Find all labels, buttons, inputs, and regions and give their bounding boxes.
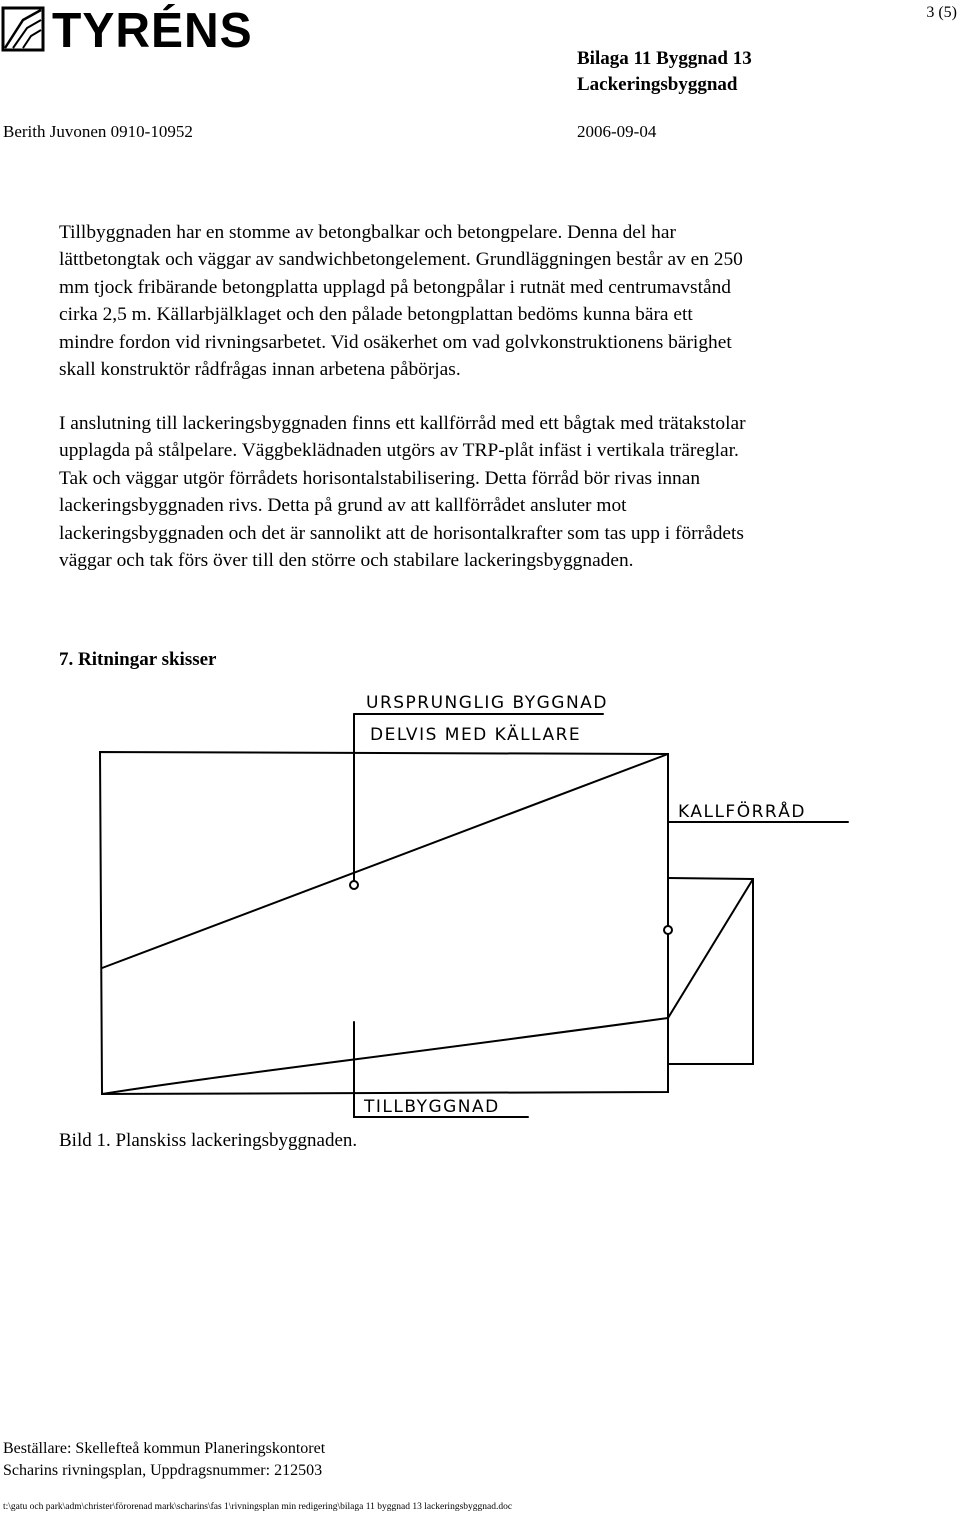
text-line: mm tjock fribärande betongplatta upplagd på betongpålar i rutnät med centrumavstånd	[59, 276, 731, 298]
storage-outline	[668, 878, 753, 1064]
extension-wall	[102, 1018, 668, 1094]
footer-project: Scharins rivningsplan, Uppdragsnummer: 212503	[3, 1462, 323, 1479]
text-line: upplagda på stålpelare. Väggbeklädnaden utgörs av TRP-plåt infäst i vertikala träreglar.	[59, 440, 739, 462]
label-extension: TILLBYGGNAD	[364, 1097, 500, 1117]
text-line: I anslutning till lackeringsbyggnaden finns ett kallförråd med ett bågtak med trätakstolar	[59, 413, 746, 434]
figure-caption: Bild 1. Planskiss lackeringsbyggnaden.	[59, 1130, 358, 1151]
label-original-line1: URSPRUNGLIG BYGGNAD	[366, 693, 608, 713]
document-date: 2006-09-04	[577, 122, 657, 141]
plan-sketch	[58, 672, 878, 1127]
appendix-subtitle: Lackeringsbyggnad	[577, 74, 738, 95]
main-building-outline	[100, 752, 668, 1094]
company-logo	[0, 4, 253, 58]
text-line: Tak och väggar utgör förrådets horisontalstabilisering. Detta förråd bör rivas innan	[59, 467, 701, 489]
author-line: Berith Juvonen 0910-10952	[3, 122, 193, 141]
footer-client: Beställare: Skellefteå kommun Planeringskontoret	[3, 1440, 326, 1457]
label-original-line2: DELVIS MED KÄLLARE	[370, 725, 582, 745]
text-line: cirka 2,5 m. Källarbjälklaget och den pålade betongplattan bedöms kunna bära ett	[59, 304, 693, 326]
company-name: TYRÉNS	[52, 4, 253, 58]
footer-file-path: t:\gatu och park\adm\christer\förorenad mark\scharins\fas 1\rivningsplan min redigering\bilaga 11 byggnad 13 lackeringsbyggnad.doc	[3, 1502, 513, 1512]
appendix-title: Bilaga 11 Byggnad 13	[577, 48, 752, 69]
column-marker-main	[350, 881, 358, 889]
text-line: väggar och tak förs över till den större och stabilare lackeringsbyggnaden.	[59, 550, 634, 572]
main-diagonal	[102, 754, 668, 968]
storage-diagonal	[668, 879, 753, 1018]
logo-mark-icon	[1, 6, 47, 54]
text-line: mindre fordon vid rivningsarbetet. Vid osäkerhet om vad golvkonstruktionens bärighet	[59, 331, 732, 353]
section-heading: 7. Ritningar skisser	[59, 649, 217, 670]
paragraph-storage	[59, 410, 909, 574]
text-line: Tillbyggnaden har en stomme av betongbalkar och betongpelare. Denna del har	[59, 222, 676, 243]
column-marker-storage	[664, 926, 672, 934]
paragraph-structure	[59, 219, 909, 383]
label-storage: KALLFÖRRÅD	[678, 802, 806, 822]
text-line: lättbetongtak och väggar av sandwichbetongelement. Grundläggningen består av en 250	[59, 249, 743, 271]
text-line: lackeringsbyggnaden och det är sannolikt att de horisontalkrafter som tas upp i förrådets	[59, 522, 744, 544]
page-number: 3 (5)	[926, 4, 957, 21]
text-line: lackeringsbyggnaden rivs. Detta på grund av att kallförrådet ansluter mot	[59, 495, 627, 517]
text-line: skall konstruktör rådfrågas innan arbetena påbörjas.	[59, 359, 461, 381]
